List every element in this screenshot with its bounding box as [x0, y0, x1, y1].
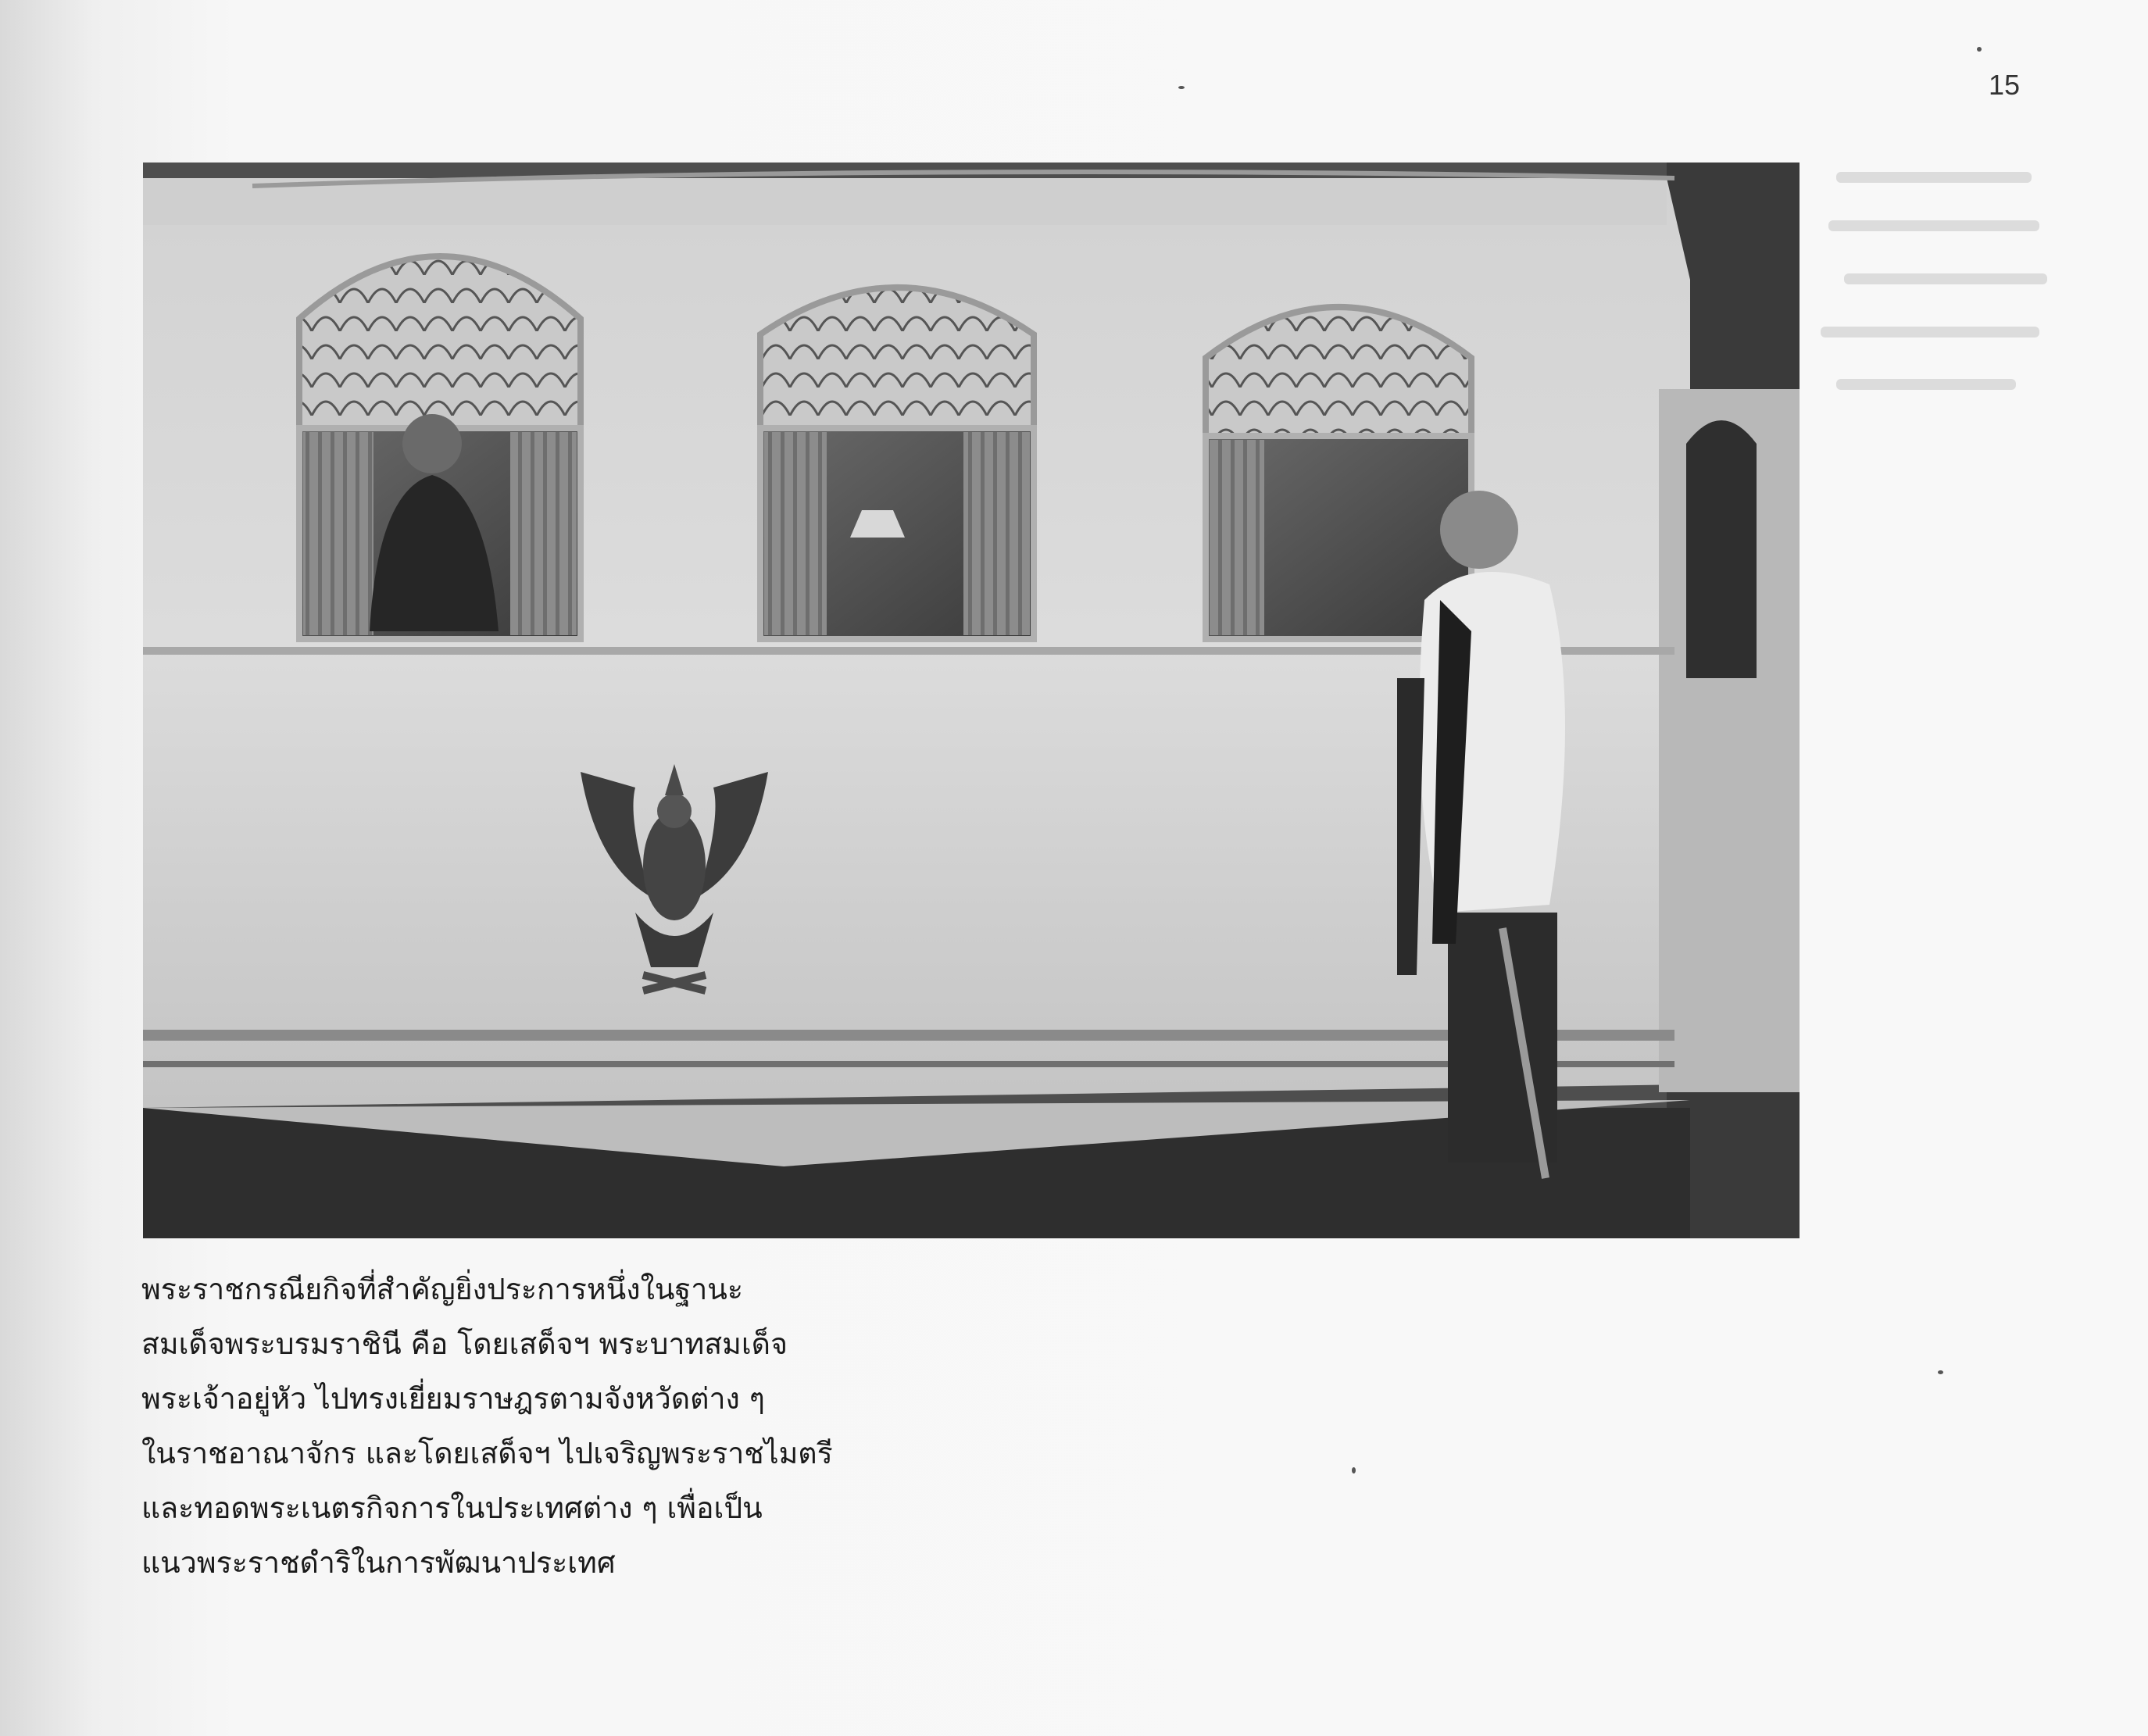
photo-caption — [141, 1262, 833, 1590]
scan-speck — [1178, 86, 1185, 89]
scan-speck — [1938, 1370, 1943, 1374]
caption-line: พระราชกรณียกิจที่สำคัญยิ่งประการหนึ่งในฐานะ — [141, 1272, 744, 1306]
caption-line: และทอดพระเนตรกิจการในประเทศต่าง ๆ เพื่อเป็น — [141, 1491, 763, 1525]
scan-speck — [1352, 1467, 1356, 1473]
scan-speck — [1977, 47, 1982, 52]
caption-line: พระเจ้าอยู่หัว ไปทรงเยี่ยมราษฎรตามจังหวัดต่าง ๆ — [141, 1381, 765, 1416]
caption-line: แนวพระราชดำริในการพัฒนาประเทศ — [141, 1545, 616, 1580]
bleed-through-text — [1821, 156, 2055, 406]
caption-line: ในราชอาณาจักร และโดยเสด็จฯ ไปเจริญพระราชไมตรี — [141, 1436, 833, 1470]
caption-line: สมเด็จพระบรมราชินี คือ โดยเสด็จฯ พระบาทสมเด็จ — [141, 1327, 788, 1361]
train-photograph — [143, 163, 1800, 1238]
page-number: 15 — [1989, 69, 2021, 101]
